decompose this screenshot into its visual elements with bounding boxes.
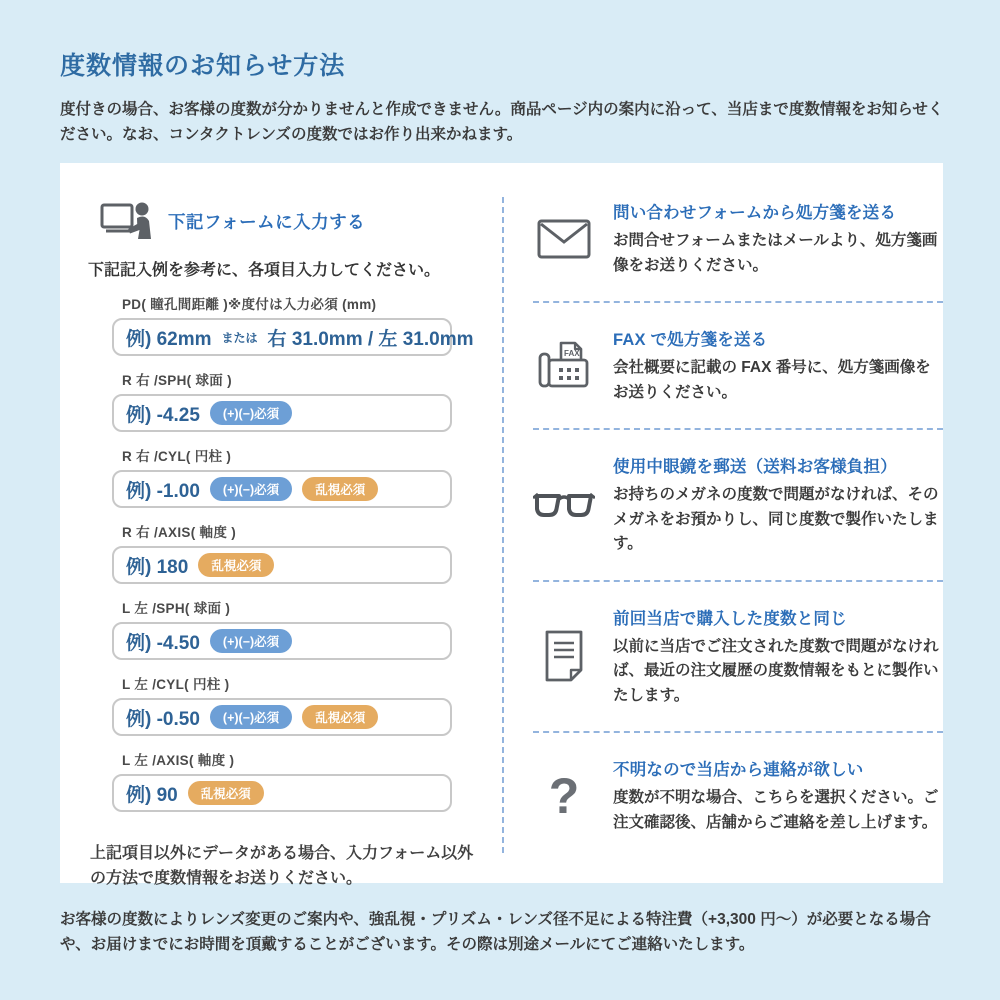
form-note: 上記項目以外にデータがある場合、入力フォーム以外の方法で度数情報をお送りください。 [90,845,474,888]
example-value: 例) 90 [126,784,178,806]
page-title: 度数情報のお知らせ方法 [60,52,346,80]
form-column [60,163,491,888]
method-body: お問合せフォームまたはメールより、処方箋画像をお送りください。 [613,232,938,274]
fax-icon [533,340,595,392]
example-value: 例) -0.50 [126,708,200,730]
svg-text:FAX: FAX [564,348,580,358]
document-icon [533,630,595,682]
glasses-icon [533,491,595,519]
example-value: 例) -4.50 [126,632,200,654]
method-heading: 問い合わせフォームから処方箋を送る [613,204,897,223]
presentation-person-icon [100,201,152,241]
field-group-r-cyl [112,445,452,508]
methods-column [491,163,943,883]
form-instruction: 下記記入例を参考に、各項目入力してください。 [88,262,441,280]
column-divider [502,197,504,853]
required-sign-badge: (+)(−)必須 [210,705,292,729]
section-divider [533,301,943,303]
field-label-pd: PD( 瞳孔間距離 )※度付は入力必須 (mm) [122,297,377,313]
field-example-box-r-cyl [112,470,452,508]
footer-note: お客様の度数によりレンズ変更のご案内や、強乱視・プリズム・レンズ径不足による特注費（+3,300 円～）が必要となる場合や、お届けまでにお時間を頂戴することがございます。その際は別途メールにてご連絡いたします。 [60,911,931,954]
method-body: 以前に当店でご注文された度数で問題がなければ、最近の注文履歴の度数情報をもとに製作いたします。 [613,637,939,704]
field-label-r-axis: R 右 /AXIS( 軸度 ) [122,525,237,541]
field-group-r-axis [112,521,452,584]
question-glyph: ? [548,767,580,824]
field-group-l-axis [112,749,452,812]
required-sign-badge: (+)(−)必須 [210,401,292,425]
content-card [60,163,943,888]
field-example-box-l-axis [112,774,452,812]
method-body: 会社概要に記載の FAX 番号に、処方箋画像をお送りください。 [613,359,931,401]
field-group-pd [112,293,474,356]
field-label-l-axis: L 左 /AXIS( 軸度 ) [122,753,235,769]
method-text [613,756,943,835]
field-label-l-cyl: L 左 /CYL( 円柱 ) [122,677,230,693]
section-divider [533,428,943,430]
form-example-fields [112,293,474,812]
example-value: 例) 180 [126,556,189,578]
method-previous-order [533,599,943,714]
required-sign-badge: (+)(−)必須 [210,629,292,653]
method-mail-glasses [533,447,943,562]
field-group-r-sph [112,369,452,432]
method-text [613,605,943,708]
method-contact-form [533,193,943,284]
field-label-l-sph: L 左 /SPH( 球面 ) [122,601,231,617]
method-text [613,199,943,278]
astigmatism-required-badge: 乱視必須 [188,781,264,805]
field-example-box-r-sph [112,394,452,432]
method-body: 度数が不明な場合、こちらを選択ください。ご注文確認後、店舗からご連絡を差し上げます。 [613,789,939,831]
method-text [613,453,943,556]
question-icon [533,767,595,824]
field-example-box-l-sph [112,622,452,660]
method-heading: 不明なので当店から連絡が欲しい [613,761,864,780]
required-sign-badge: (+)(−)必須 [210,477,292,501]
section-divider [533,580,943,582]
method-heading: 前回当店で購入した度数と同じ [613,609,847,628]
intro-text: 度付きの場合、お客様の度数が分かりませんと作成できません。商品ページ内の案内に沿って、当店まで度数情報をお知らせください。なお、コンタクトレンズの度数ではお作り出来かねます。 [60,101,944,144]
example-value: 右 31.0mm / 左 31.0mm [267,328,474,350]
field-group-l-sph [112,597,452,660]
astigmatism-required-badge: 乱視必須 [302,705,378,729]
form-section-header [100,201,491,241]
astigmatism-required-badge: 乱視必須 [302,477,378,501]
field-example-box-r-axis [112,546,452,584]
example-connector: または [221,330,258,345]
section-divider [533,731,943,733]
field-group-l-cyl [112,673,452,736]
method-body: お持ちのメガネの度数で問題がなければ、そのメガネをお預かりし、同じ度数で製作いたします。 [613,486,939,553]
method-heading: FAX で処方箋を送る [613,331,768,350]
field-label-r-sph: R 右 /SPH( 球面 ) [122,373,232,389]
method-text [613,326,943,405]
form-section-heading: 下記フォームに入力する [168,211,366,232]
field-example-box-l-cyl [112,698,452,736]
field-example-box-pd [112,318,474,356]
example-value: 例) -4.25 [126,404,200,426]
astigmatism-required-badge: 乱視必須 [198,553,274,577]
method-heading: 使用中眼鏡を郵送（送料お客様負担） [613,458,897,477]
example-value: 例) 62mm [126,328,212,350]
envelope-icon [533,219,595,259]
method-fax [533,320,943,411]
example-value: 例) -1.00 [126,480,200,502]
method-unknown-contact [533,750,943,841]
field-label-r-cyl: R 右 /CYL( 円柱 ) [122,449,232,465]
